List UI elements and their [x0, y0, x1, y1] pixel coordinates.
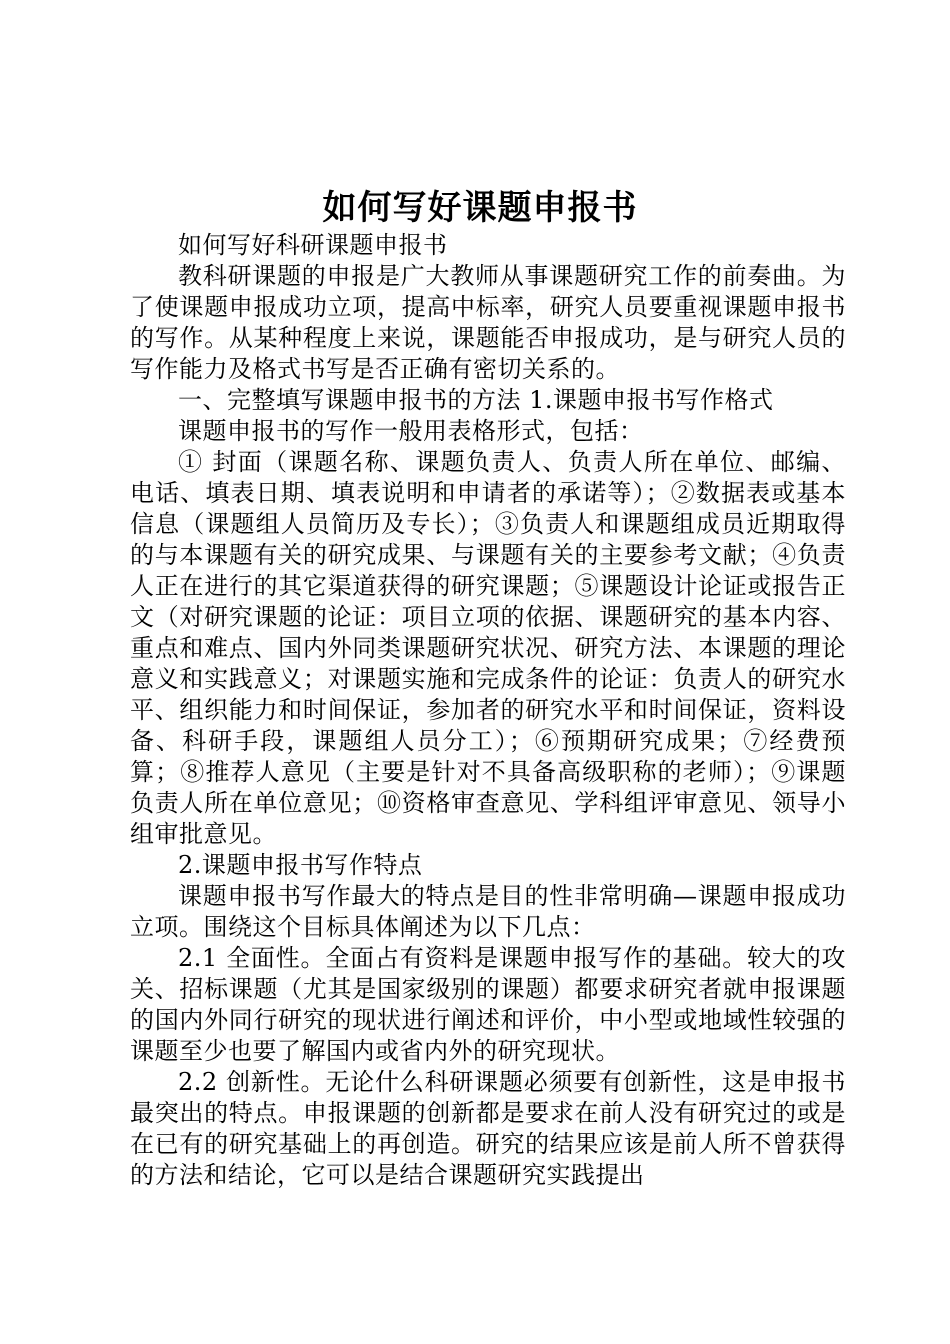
paragraph-section-heading: 一、完整填写课题申报书的方法 1.课题申报书写作格式: [178, 386, 774, 414]
paragraph-features-lead: 课题申报书写作最大的特点是目的性非常明确—课题申报成功立项。围绕这个目标具体阐述为以下几点：: [130, 882, 846, 941]
paragraph-innovation: 2.2 创新性。无论什么科研课题必须要有创新性，这是申报书最突出的特点。申报课题的创新都是要求在前人没有研究过的或是在已有的研究基础上的再创造。研究的结果应该是前人所不曾获得的方法和结论，它可以是结合课题研究实践提出: [130, 1068, 846, 1189]
paragraph-format-lead: 课题申报书的写作一般用表格形式，包括：: [178, 417, 644, 445]
paragraph-intro: 教科研课题的申报是广大教师从事课题研究工作的前奏曲。为了使课题申报成功立项，提高中标率，研究人员要重视课题申报书的写作。从某种程度上来说，课题能否申报成功，是与研究人员的写作能力及格式书写是否正确有密切关系的。: [130, 262, 846, 383]
paragraph-format-items: ① 封面（课题名称、课题负责人、负责人所在单位、邮编、电话、填表日期、填表说明和申请者的承诺等）；②数据表或基本信息（课题组人员简历及专长）；③负责人和课题组成员近期取得的与本课题有关的研究成果、与课题有关的主要参考文献；④负责人正在进行的其它渠道获得的研究课题；⑤课题设计论证或报告正文（对研究课题的论证：项目立项的依据、课题研究的基本内容、重点和难点、国内外同类课题研究状况、研究方法、本课题的理论意义和实践意义；对课题实施和完成条件的论证：负责人的研究水平、组织能力和时间保证，参加者的研究水平和时间保证，资料设备、科研手段，课题组人员分工）；⑥预期研究成果；⑦经费预算；⑧推荐人意见（主要是针对不具备高级职称的老师）；⑨课题负责人所在单位意见；⑩资格审查意见、学科组评审意见、领导小组审批意见。: [130, 448, 846, 848]
paragraph-subtitle: 如何写好科研课题申报书: [178, 231, 448, 259]
document-title: 如何写好课题申报书: [322, 188, 638, 228]
paragraph-comprehensiveness: 2.1 全面性。全面占有资料是课题申报写作的基础。较大的攻关、招标课题（尤其是国家级别的课题）都要求研究者就申报课题的国内外同行研究的现状进行阐述和评价，中小型或地域性较强的课题至少也要了解国内或省内外的研究现状。: [130, 944, 846, 1065]
document-body: [130, 230, 846, 1191]
paragraph-features-heading: 2.课题申报书写作特点: [178, 851, 423, 879]
